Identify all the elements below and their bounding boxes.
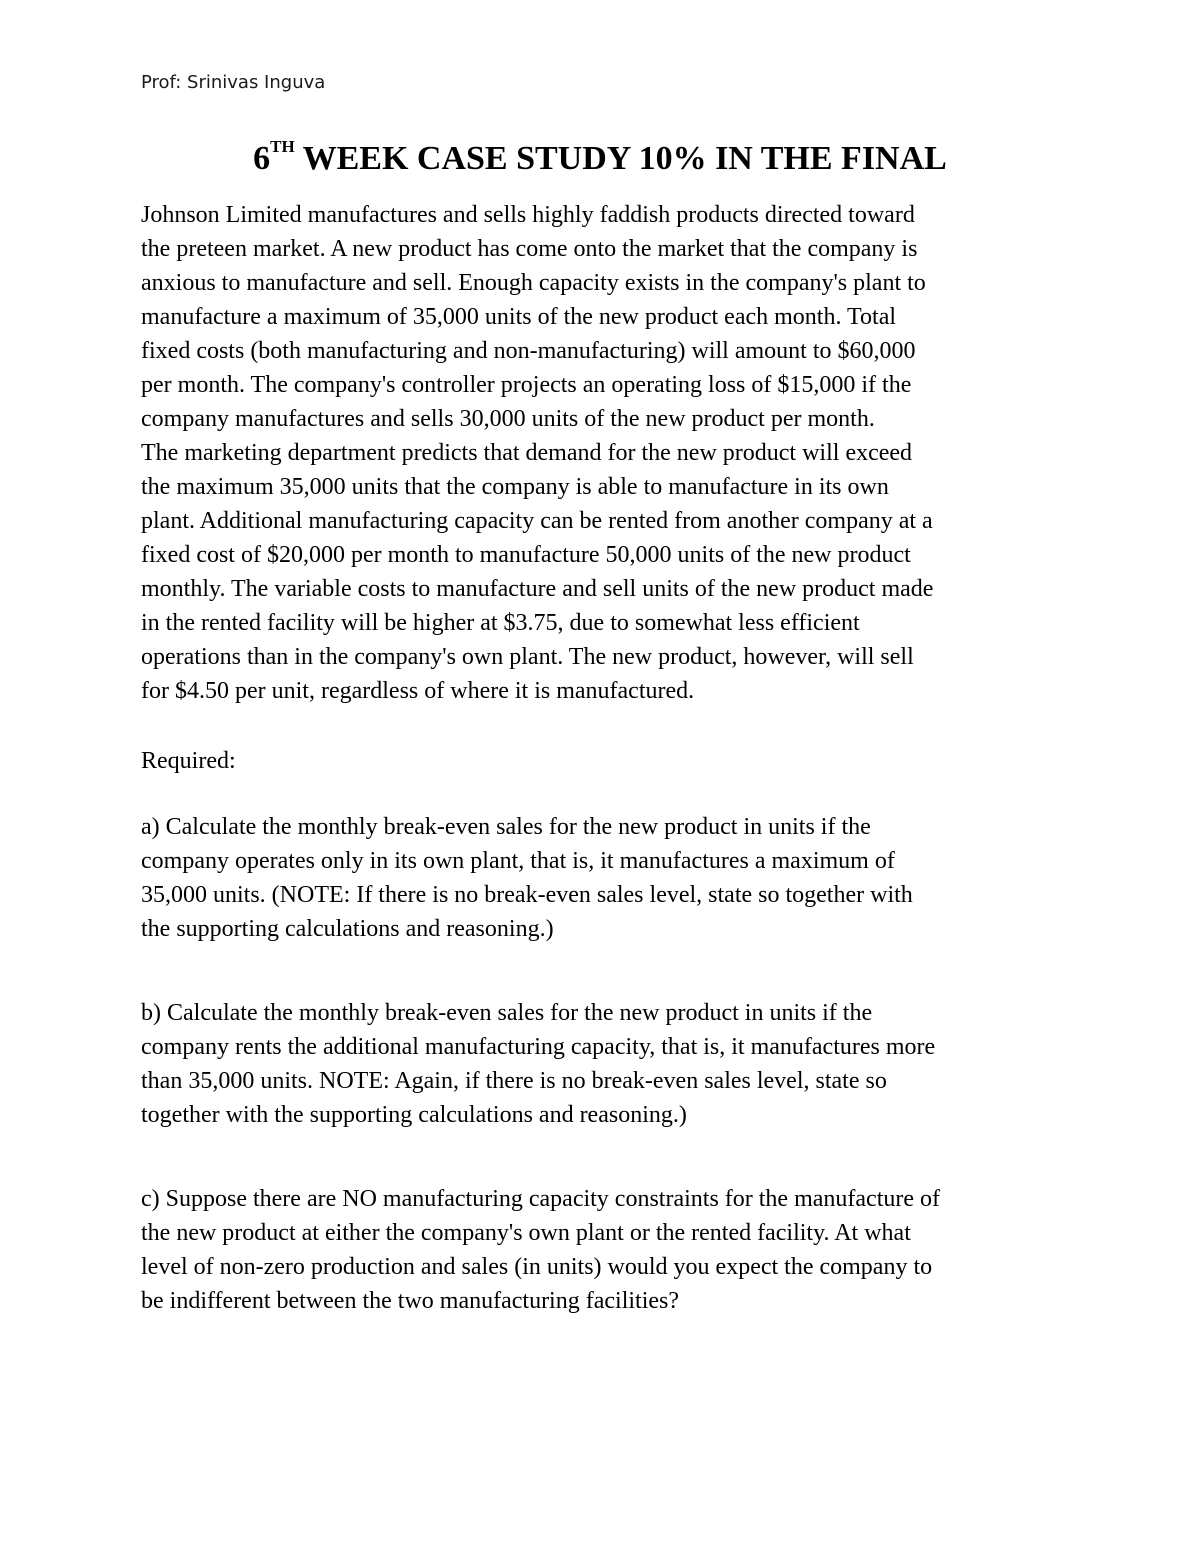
intro-line: the preteen market. A new product has come onto the market that the company is [141, 236, 918, 262]
intro-line: fixed costs (both manufacturing and non-manufacturing) will amount to $60,000 [141, 338, 916, 364]
intro-line: fixed cost of $20,000 per month to manufacture 50,000 units of the new product [141, 542, 911, 568]
question-c-line: the new product at either the company's own plant or the rented facility. At what [141, 1220, 911, 1246]
intro-line: anxious to manufacture and sell. Enough capacity exists in the company's plant to [141, 270, 926, 296]
question-b-line: company rents the additional manufacturing capacity, that is, it manufactures more [141, 1034, 936, 1060]
question-b-line: b) Calculate the monthly break-even sales for the new product in units if the [141, 1000, 873, 1026]
intro-line: Johnson Limited manufactures and sells highly faddish products directed toward [141, 202, 915, 228]
title-prefix: 6 [253, 140, 271, 177]
title-superscript: TH [270, 137, 295, 156]
intro-line: manufacture a maximum of 35,000 units of the new product each month. Total [141, 304, 897, 330]
intro-line: in the rented facility will be higher at $3.75, due to somewhat less efficient [141, 610, 860, 636]
question-a-line: company operates only in its own plant, that is, it manufactures a maximum of [141, 848, 895, 874]
intro-line: company manufactures and sells 30,000 units of the new product per month. [141, 406, 875, 432]
question-a-line: the supporting calculations and reasoning.) [141, 916, 554, 942]
page-title [0, 137, 1200, 178]
intro-line: plant. Additional manufacturing capacity can be rented from another company at a [141, 508, 933, 534]
question-a-line: 35,000 units. (NOTE: If there is no break-even sales level, state so together with [141, 882, 913, 908]
question-b-line: together with the supporting calculations and reasoning.) [141, 1102, 687, 1128]
intro-line: the maximum 35,000 units that the company is able to manufacture in its own [141, 474, 889, 500]
question-c-line: level of non-zero production and sales (in units) would you expect the company to [141, 1254, 933, 1280]
question-c-line: c) Suppose there are NO manufacturing capacity constraints for the manufacture of [141, 1186, 941, 1212]
title-rest: WEEK CASE STUDY 10% IN THE FINAL [294, 140, 947, 177]
intro-line: operations than in the company's own plant. The new product, however, will sell [141, 644, 914, 670]
question-b-line: than 35,000 units. NOTE: Again, if there is no break-even sales level, state so [141, 1068, 887, 1094]
intro-line: per month. The company's controller projects an operating loss of $15,000 if the [141, 372, 912, 398]
question-a-line: a) Calculate the monthly break-even sales for the new product in units if the [141, 814, 871, 840]
intro-line: for $4.50 per unit, regardless of where it is manufactured. [141, 678, 695, 704]
professor-header: Prof: Srinivas Inguva [141, 72, 326, 93]
required-label: Required: [141, 748, 236, 774]
question-c-line: be indifferent between the two manufacturing facilities? [141, 1288, 680, 1314]
intro-line: monthly. The variable costs to manufacture and sell units of the new product made [141, 576, 934, 602]
intro-line: The marketing department predicts that demand for the new product will exceed [141, 440, 913, 466]
